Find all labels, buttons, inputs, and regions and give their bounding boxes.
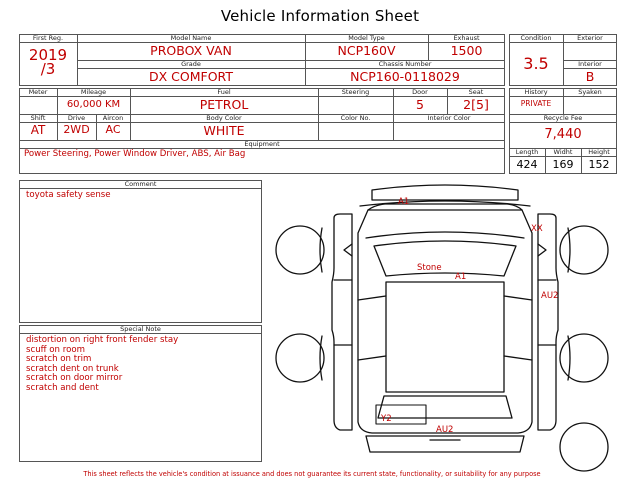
left-rear-wheel-circle xyxy=(276,334,324,382)
mark-stone: Stone xyxy=(417,263,442,273)
right-rear-wheel-circle xyxy=(560,334,608,382)
color-no-label: Color No. xyxy=(340,114,371,122)
first-reg-label: First Reg. xyxy=(32,34,64,42)
exterior-label: Exterior xyxy=(577,34,603,42)
disclaimer-text: This sheet reflects the vehicle's condition at issuance and does not guarantee its current state, functionality, or suitability for any purpose xyxy=(83,470,541,478)
steering-label: Steering xyxy=(341,88,370,96)
model-type-value: NCP160V xyxy=(337,43,396,58)
history-value: PRIVATE xyxy=(520,99,552,108)
height-value: 152 xyxy=(588,158,610,171)
rear-bumper xyxy=(366,436,524,452)
special-note-line: distortion on right front fender stay xyxy=(26,335,179,345)
length-value: 424 xyxy=(516,158,538,171)
interior-color-label: Interior Color xyxy=(427,114,471,122)
mileage-label: Mileage xyxy=(80,88,107,96)
condition-label: Condition xyxy=(520,34,552,42)
special-note-label: Special Note xyxy=(120,325,161,333)
equipment-label: Equipment xyxy=(244,140,280,148)
mark-y2: Y2 xyxy=(381,414,392,424)
width-label: Widht xyxy=(553,148,573,156)
syaken-label: Syaken xyxy=(578,88,602,96)
fuel-value: PETROL xyxy=(199,97,249,112)
interior-label: Interior xyxy=(578,60,602,68)
body-color-value: WHITE xyxy=(203,123,245,138)
mark-au2-right: AU2 xyxy=(541,291,559,301)
door-value: 5 xyxy=(416,97,424,112)
body-color-label: Body Color xyxy=(206,114,242,122)
drive-value: 2WD xyxy=(63,123,90,136)
mark-a1-roof: A1 xyxy=(455,272,467,282)
model-type-label: Model Type xyxy=(348,34,385,42)
grade-value: DX COMFORT xyxy=(149,69,233,84)
comment-box xyxy=(19,180,262,323)
left-front-wheel-circle xyxy=(276,226,324,274)
model-name-value: PROBOX VAN xyxy=(150,43,232,58)
special-note-list xyxy=(26,336,256,394)
exhaust-label: Exhaust xyxy=(453,34,480,42)
mark-xx: XX xyxy=(531,224,543,234)
chassis-number-value: NCP160-0118029 xyxy=(350,69,460,84)
fuel-label: Fuel xyxy=(217,88,231,96)
special-note-line: scratch and dent xyxy=(26,382,99,393)
right-front-wheel-circle xyxy=(560,226,608,274)
drive-label: Drive xyxy=(67,114,86,122)
aircon-label: Aircon xyxy=(102,114,124,122)
door-label: Door xyxy=(412,88,428,96)
interior-value: B xyxy=(585,69,595,84)
history-label: History xyxy=(524,88,548,96)
mileage-value: 60,000 KM xyxy=(66,99,121,110)
recycle-fee-value: 7,440 xyxy=(544,127,582,142)
meter-label: Meter xyxy=(28,88,48,96)
mark-a1-front: A1 xyxy=(398,197,410,207)
special-note-line: scuff on room xyxy=(26,344,85,355)
page-title: Vehicle Information Sheet xyxy=(220,7,420,25)
shift-label: Shift xyxy=(30,114,46,122)
comment-line: toyota safety sense xyxy=(26,190,111,200)
grade-label: Grade xyxy=(181,60,201,68)
recycle-fee-label: Recycle Fee xyxy=(543,114,583,122)
aircon-value: AC xyxy=(105,123,121,136)
shift-value: AT xyxy=(30,123,46,137)
length-label: Length xyxy=(515,148,539,156)
exhaust-value: 1500 xyxy=(450,43,483,58)
special-note-line: scratch on trim xyxy=(26,354,92,365)
equipment-value: Power Steering, Power Window Driver, ABS, Air Bag xyxy=(24,149,246,159)
spare-wheel-circle xyxy=(560,423,608,471)
seat-label: Seat xyxy=(468,88,484,96)
first-reg-value: 2019 /3 xyxy=(28,46,68,78)
height-label: Height xyxy=(588,148,610,156)
model-name-label: Model Name xyxy=(170,34,212,42)
seat-value: 2[5] xyxy=(463,97,489,112)
mark-au2-rear: AU2 xyxy=(436,425,454,435)
special-note-line: scratch on door mirror xyxy=(26,373,123,384)
chassis-number-label: Chassis Number xyxy=(378,60,432,68)
condition-score: 3.5 xyxy=(523,54,549,73)
top-view-body xyxy=(358,204,532,433)
special-note-line: scratch dent on trunk xyxy=(26,363,119,374)
width-value: 169 xyxy=(552,158,574,171)
comment-label: Comment xyxy=(124,180,157,188)
